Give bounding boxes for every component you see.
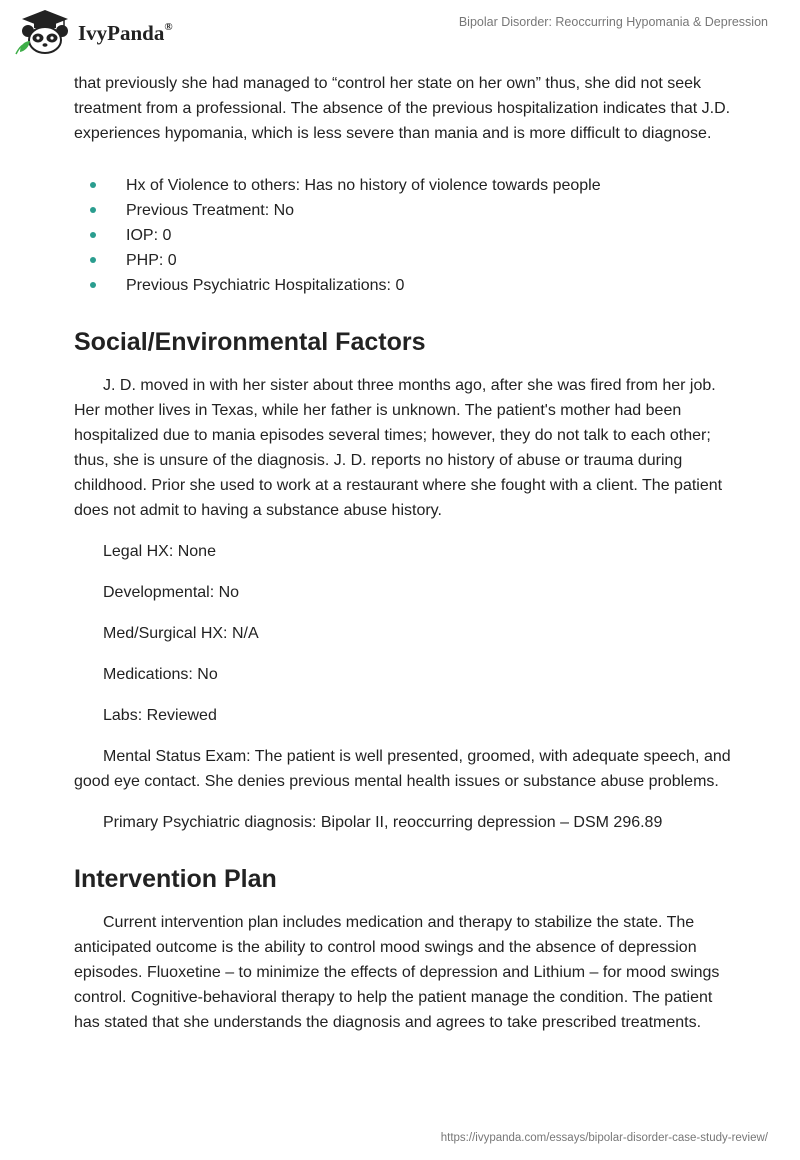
brand-name [78, 21, 173, 46]
history-list [74, 173, 734, 298]
list-item-text: Previous Psychiatric Hospitalizations: 0 [126, 277, 405, 294]
bullet-dot-icon [90, 257, 96, 263]
bullet-dot-icon [90, 182, 96, 188]
list-item-text: Previous Treatment: No [126, 202, 295, 219]
source-url[interactable]: https://ivypanda.com/essays/bipolar-disorder-case-study-review/ [440, 1132, 768, 1144]
labs: Labs: Reviewed [103, 707, 217, 724]
primary-diagnosis: Primary Psychiatric diagnosis: Bipolar II, reoccurring depression – DSM 296.89 [103, 814, 663, 831]
list-item [74, 198, 734, 223]
list-item [74, 273, 734, 298]
medications: Medications: No [103, 666, 218, 683]
bullet-dot-icon [90, 232, 96, 238]
list-item-text: PHP: 0 [126, 252, 177, 269]
intervention-paragraph: Current intervention plan includes medication and therapy to stabilize the state. The anticipated outcome is the ability to control mood swings and the absence of depression episodes. Fluoxetine – to minimize the effects of depression and Lithium – for mood swings control. Cognitive-behavioral therapy to help the patient manage the condition. The patient has stated that she understands the diagnosis and agrees to take prescribed treatments. [74, 914, 720, 1031]
med-surgical-hx: Med/Surgical HX: N/A [103, 625, 259, 642]
developmental: Developmental: No [103, 584, 240, 601]
list-item [74, 248, 734, 273]
registered-mark: ® [164, 20, 173, 33]
list-item-text: IOP: 0 [126, 227, 172, 244]
panda-graduate-icon [14, 8, 76, 56]
list-item [74, 173, 734, 198]
document-title: Bipolar Disorder: Reoccurring Hypomania & Depression [458, 15, 768, 29]
legal-hx: Legal HX: None [103, 543, 216, 560]
page-header [0, 0, 800, 64]
mental-status-exam: Mental Status Exam: The patient is well presented, groomed, with adequate speech, and good eye contact. She denies previous mental health issues or substance abuse problems. [74, 748, 731, 790]
ivypanda-logo[interactable] [14, 8, 204, 56]
intro-paragraph: that previously she had managed to “control her state on her own” thus, she did not seek treatment from a professional. The absence of the previous hospitalization indicates that J.D. experiences hypomania, which is less severe than mania and is more difficult to diagnose. [74, 75, 731, 142]
bullet-dot-icon [90, 207, 96, 213]
intervention-plan-heading: Intervention Plan [74, 865, 277, 893]
essay-content [74, 71, 734, 1035]
social-environmental-heading: Social/Environmental Factors [74, 328, 426, 356]
bullet-dot-icon [90, 282, 96, 288]
brand-name-text: IvyPanda [78, 20, 165, 45]
list-item [74, 223, 734, 248]
social-paragraph: J. D. moved in with her sister about three months ago, after she was fired from her job. Her mother lives in Texas, while her father is unknown. The patient's mother had been hospitalized due to mania episodes several times; however, they do not talk to each other; thus, she is unsure of the diagnosis. J. D. reports no history of abuse or trauma during childhood. Prior she used to work at a restaurant where she fought with a client. The patient does not admit to having a substance abuse history. [74, 377, 723, 519]
list-item-text: Hx of Violence to others: Has no history of violence towards people [126, 177, 601, 194]
